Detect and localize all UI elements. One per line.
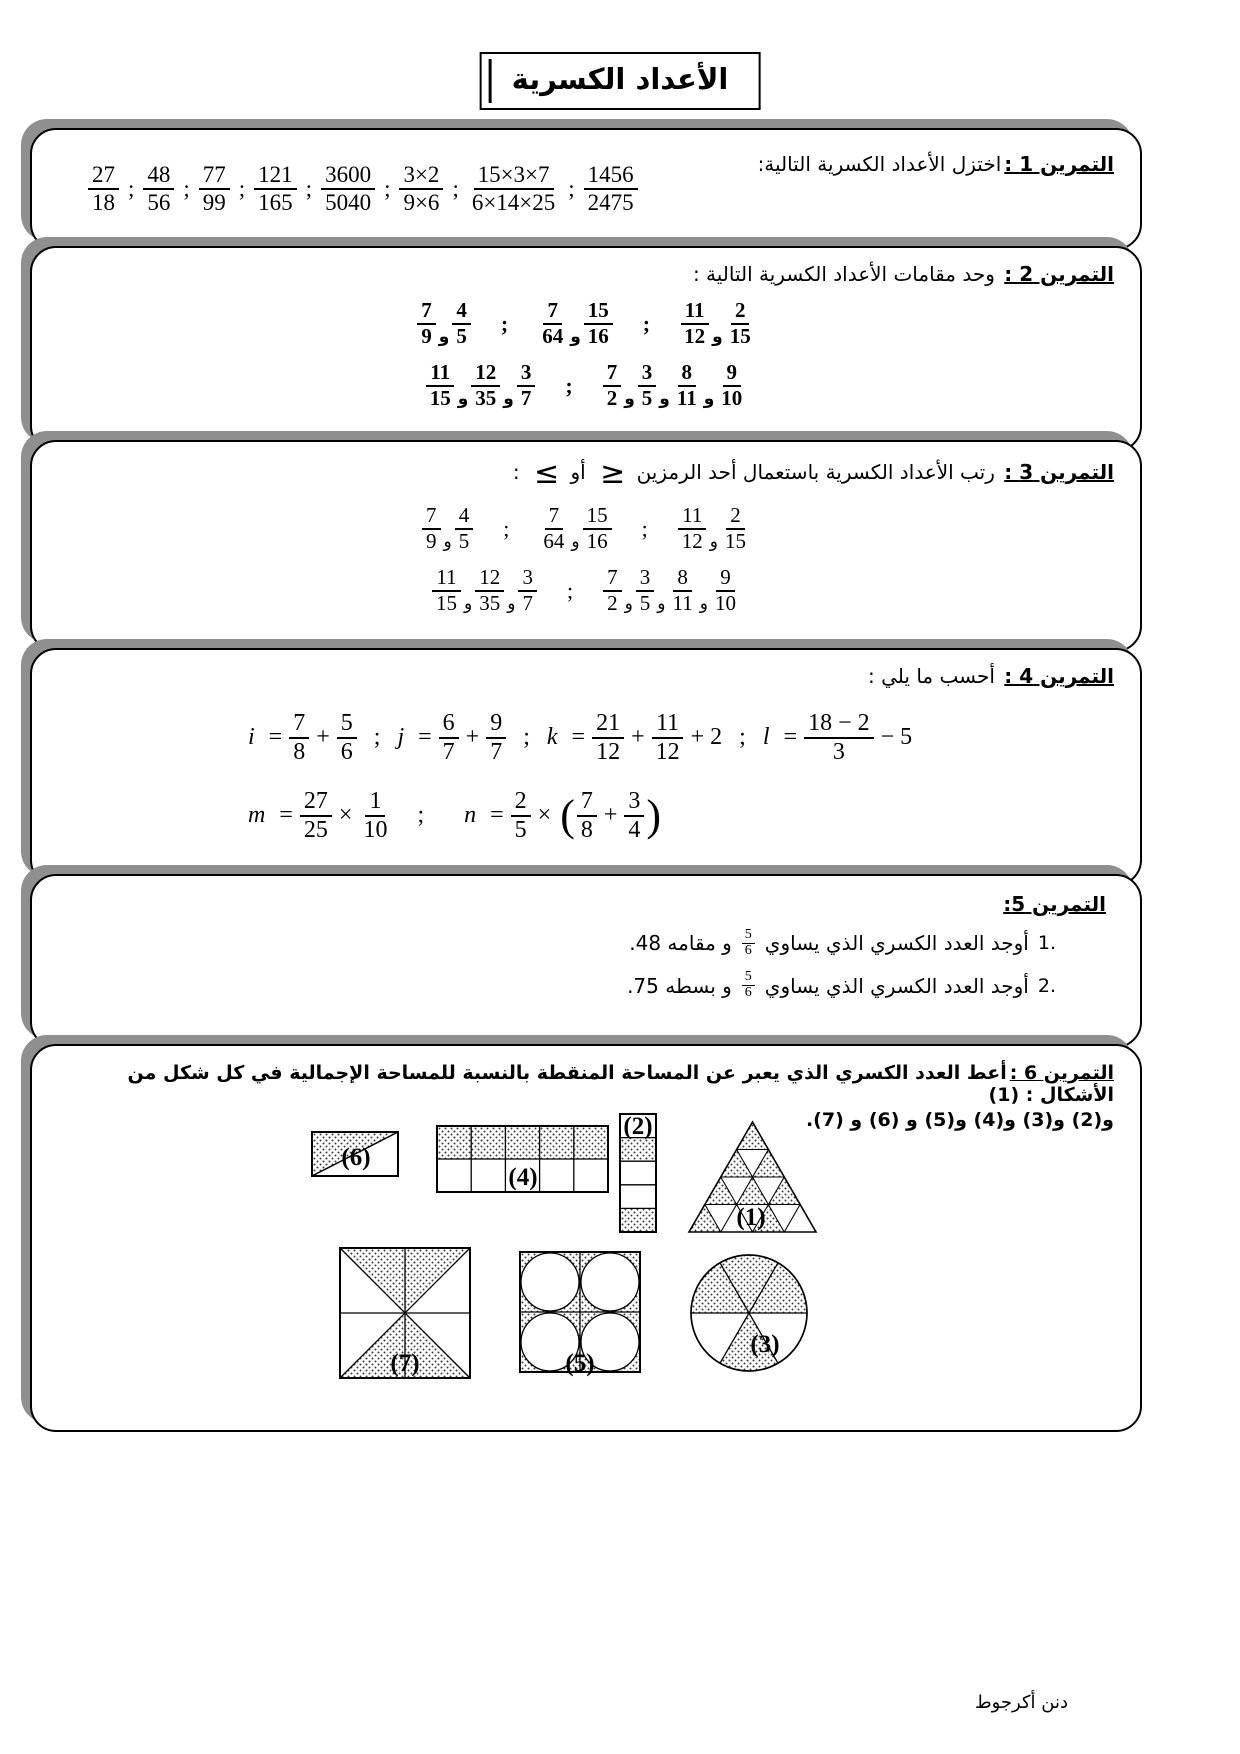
denominator: 18	[92, 190, 115, 215]
numerator: 48	[143, 162, 174, 190]
shape-3-circle-sectors	[683, 1248, 815, 1378]
fraction	[337, 710, 357, 766]
denominator: 5	[641, 385, 653, 410]
dotted-region	[689, 1205, 721, 1233]
dotted-region	[437, 1126, 608, 1159]
variable: n	[464, 802, 477, 829]
numerator: 5	[742, 928, 755, 944]
shape-1-triangle-grid	[685, 1118, 821, 1238]
exercise-4-line-1	[58, 710, 1114, 766]
denominator: 5	[639, 590, 651, 615]
separator: ;	[642, 310, 651, 336]
numerator: 12	[471, 361, 500, 387]
exercise-1-label: التمرين 1 :	[1004, 152, 1114, 176]
greater-equal-symbol: ≥	[600, 456, 626, 491]
denominator: 8	[580, 816, 593, 843]
denominator: 12	[596, 738, 621, 765]
item-text: و مقامه 48.	[629, 931, 732, 956]
denominator: 9	[421, 323, 432, 348]
shape-1-label: (1)	[736, 1204, 766, 1231]
fraction	[300, 788, 332, 844]
dotted-region	[737, 1122, 769, 1150]
denominator: 5040	[325, 190, 372, 215]
exercise-5-label: التمرين 5:	[1003, 892, 1106, 916]
fraction	[321, 162, 375, 216]
exercise-4-label: التمرين 4 :	[1004, 664, 1114, 688]
denominator: 64	[542, 323, 564, 348]
separator: ;	[565, 372, 573, 398]
separator: ;	[305, 176, 313, 201]
denominator: 12	[655, 738, 680, 765]
denominator: 7	[442, 738, 455, 765]
denominator: 6	[340, 738, 353, 765]
numerator: 11	[681, 299, 709, 325]
separator: ;	[183, 176, 190, 201]
fraction-group	[538, 299, 613, 348]
exercise-2-box	[30, 246, 1142, 452]
fraction	[254, 162, 297, 216]
numerator: 11	[432, 566, 460, 592]
exercise-3-box	[30, 440, 1142, 652]
denominator: 6	[744, 985, 752, 1001]
numerator: 5	[337, 710, 357, 739]
dotted-region	[768, 1177, 800, 1205]
fraction	[539, 504, 568, 553]
numerator: 121	[254, 162, 297, 190]
numerator: 27	[88, 162, 119, 190]
denominator: 2475	[587, 190, 634, 215]
fraction	[426, 361, 455, 410]
numerator: 11	[678, 504, 706, 530]
shape-7-square-8-triangles	[335, 1243, 475, 1383]
and-connector: و	[571, 532, 580, 553]
exercise-2-label: التمرين 2 :	[1004, 262, 1114, 286]
fraction	[584, 162, 638, 216]
shape-6-rect-with-diagonal	[310, 1130, 400, 1178]
numerator: 2	[511, 788, 531, 817]
fraction	[455, 504, 474, 553]
equals-sign: =	[268, 724, 283, 751]
separator: ;	[452, 176, 459, 201]
fraction	[717, 361, 746, 410]
colon: :	[512, 460, 520, 484]
denominator: 16	[586, 528, 608, 553]
separator: ;	[500, 310, 509, 336]
shape-6-label: (6)	[341, 1144, 371, 1171]
numerator: 7	[603, 566, 622, 592]
times-sign: ×	[537, 802, 552, 829]
numerator: 9	[486, 710, 506, 739]
item-text: أوجد العدد الكسري الذي يساوي	[764, 973, 1029, 998]
numerator: 8	[678, 361, 697, 387]
and-connector: و	[464, 594, 473, 615]
separator: ;	[503, 515, 510, 541]
exercise-6-label: التمرين 6 :	[1009, 1062, 1114, 1084]
and-connector: و	[703, 389, 715, 410]
expression-j	[397, 710, 506, 766]
numerator: 12	[475, 566, 504, 592]
plus-sign: +	[465, 724, 480, 751]
denominator: 3	[832, 738, 845, 765]
denominator: 5	[514, 816, 527, 843]
fraction	[592, 710, 624, 766]
item-number: 2.	[1037, 974, 1056, 997]
denominator: 2	[607, 590, 618, 615]
numerator: 3	[636, 566, 655, 592]
item-text: أوجد العدد الكسري الذي يساوي	[764, 931, 1029, 956]
shape-5-square-with-circles	[515, 1247, 645, 1377]
denominator: 15	[729, 323, 751, 348]
dotted-region	[737, 1177, 769, 1205]
fraction-group	[603, 361, 747, 410]
separator: ;	[568, 176, 575, 201]
denominator: 15	[429, 385, 451, 410]
numerator: 3×2	[399, 162, 443, 190]
fraction	[636, 566, 655, 615]
numerator: 11	[426, 361, 454, 387]
denominator: 2	[606, 385, 618, 410]
denominator: 12	[684, 323, 706, 348]
shape-4-rect-grid	[435, 1124, 610, 1194]
equals-sign: =	[418, 724, 432, 751]
and-connector: و	[712, 327, 723, 348]
expression-l	[763, 710, 912, 766]
numerator: 18 − 2	[804, 710, 874, 739]
expression-tail: + 2	[690, 724, 723, 751]
fraction	[624, 788, 644, 844]
shape-2-label: (2)	[623, 1113, 653, 1140]
exercise-3-label: التمرين 3 :	[1004, 460, 1114, 484]
separator: ;	[739, 724, 746, 751]
denominator: 35	[479, 590, 501, 615]
and-connector: و	[503, 389, 514, 410]
numerator: 1456	[584, 162, 638, 190]
equals-sign: =	[571, 724, 586, 751]
shape-4-label: (4)	[508, 1164, 538, 1191]
shape-3-label: (3)	[750, 1331, 780, 1358]
denominator: 4	[628, 816, 641, 843]
exercise-5-box	[30, 874, 1142, 1048]
fraction	[603, 361, 622, 410]
fraction	[439, 710, 459, 766]
fraction	[804, 710, 874, 766]
separator: ;	[641, 515, 648, 541]
and-connector: و	[659, 389, 670, 410]
equals-sign: =	[279, 802, 293, 829]
equals-sign: =	[490, 802, 504, 829]
exercise-1-heading	[758, 152, 1114, 176]
denominator: 5	[458, 528, 470, 553]
and-connector: و	[443, 532, 452, 553]
exercise-1-fractions-row	[58, 162, 758, 216]
and-connector: و	[624, 594, 633, 615]
fraction	[583, 504, 612, 553]
numerator: 21	[592, 710, 624, 739]
fraction-group	[680, 299, 755, 348]
fraction	[199, 162, 230, 216]
denominator: 6×14×25	[471, 190, 556, 215]
denominator: 7	[522, 590, 533, 615]
expression-m	[248, 788, 391, 844]
fraction	[88, 162, 119, 216]
shape-5-label: (5)	[565, 1350, 595, 1377]
denominator: 10	[363, 816, 388, 843]
fraction	[584, 299, 613, 348]
separator: ;	[128, 176, 135, 201]
denominator: 99	[202, 190, 226, 215]
variable: j	[397, 724, 405, 751]
fraction	[471, 361, 500, 410]
separator: ;	[566, 577, 574, 603]
fraction-group	[432, 566, 537, 615]
expression-k	[547, 710, 722, 766]
fraction	[399, 162, 443, 216]
numerator: 3	[517, 361, 536, 387]
fraction	[741, 928, 756, 958]
denominator: 15	[436, 590, 458, 615]
denominator: 7	[490, 738, 503, 765]
and-connector: و	[657, 594, 666, 615]
exercise-4-heading	[58, 664, 1114, 688]
numerator: 7	[577, 788, 597, 817]
separator: ;	[417, 802, 425, 829]
fraction	[517, 361, 536, 410]
or-word: أو	[570, 460, 586, 484]
exercise-1-prompt: اختزل الأعداد الكسرية التالية:	[757, 152, 1002, 176]
exercise-2-row-2	[58, 361, 1114, 410]
exercise-2-prompt: وحد مقامات الأعداد الكسرية التالية :	[692, 262, 995, 286]
numerator: 9	[716, 566, 735, 592]
page-title	[480, 52, 761, 110]
fraction	[417, 299, 436, 348]
denominator: 16	[587, 323, 609, 348]
denominator: 56	[147, 190, 171, 215]
fraction-group	[422, 504, 473, 553]
exercise-3-row-1	[58, 504, 1114, 553]
numerator: 7	[417, 299, 436, 325]
variable: k	[546, 724, 558, 751]
numerator: 7	[422, 504, 441, 530]
fraction-group	[603, 566, 740, 615]
separator: ;	[238, 176, 246, 201]
variable: i	[248, 724, 255, 751]
numerator: 3	[624, 788, 644, 817]
denominator: 5	[456, 323, 467, 348]
exercise-4-box	[30, 648, 1142, 886]
numerator: 77	[199, 162, 230, 190]
denominator: 6	[744, 942, 752, 958]
fraction-group	[417, 299, 471, 348]
fraction-group	[426, 361, 536, 410]
denominator: 9	[426, 528, 437, 553]
numerator: 3	[638, 361, 657, 387]
plus-sign: +	[631, 724, 645, 751]
numerator: 9	[723, 361, 742, 387]
fraction	[673, 361, 701, 410]
denominator: 11	[676, 385, 697, 410]
fraction	[680, 299, 709, 348]
separator: ;	[523, 724, 530, 751]
plus-sign: +	[316, 724, 330, 751]
exercise-5-heading	[58, 892, 1114, 916]
exercise-2-row-1	[58, 299, 1114, 348]
dotted-region	[721, 1150, 753, 1178]
fraction-group	[678, 504, 750, 553]
denominator: 7	[520, 385, 532, 410]
expression-i	[248, 710, 357, 766]
fraction	[475, 566, 504, 615]
plus-sign: +	[603, 802, 618, 829]
footer-author: دنن أكرجوط	[974, 1692, 1068, 1713]
denominator: 15	[724, 528, 746, 553]
numerator: 7	[603, 361, 622, 387]
exercise-3-heading	[58, 456, 1114, 491]
numerator: 5	[742, 970, 755, 986]
numerator: 15	[583, 504, 612, 530]
expression-tail: − 5	[880, 724, 913, 751]
fraction	[603, 566, 622, 615]
fraction	[452, 299, 471, 348]
expression-n: n = $\frac{2}{5}$ × ( $\frac{7}{8}$ + $\frac{3}{4}$ )	[464, 787, 662, 843]
exercise-2-heading	[58, 262, 1114, 286]
denominator: 25	[303, 816, 328, 843]
fraction	[432, 566, 461, 615]
numerator: 7	[543, 299, 562, 325]
page-title-text: الأعداد الكسرية	[511, 62, 729, 96]
fraction-group	[539, 504, 611, 553]
and-connector: و	[457, 389, 469, 410]
exercise-6-box	[30, 1044, 1142, 1432]
numerator: 15	[584, 299, 613, 325]
shape-2-vertical-strip	[618, 1112, 658, 1234]
fraction	[289, 710, 309, 766]
denominator: 11	[672, 590, 693, 615]
fraction	[359, 788, 391, 844]
fraction	[518, 566, 537, 615]
denominator: 8	[293, 738, 306, 765]
fraction	[577, 788, 597, 844]
item-text: و بسطه 75.	[627, 973, 732, 998]
and-connector: و	[570, 327, 581, 348]
exercise-6-heading	[58, 1062, 1114, 1106]
and-connector: و	[624, 389, 635, 410]
dotted-region	[705, 1177, 737, 1205]
exercise-3-prompt: رتب الأعداد الكسرية باستعمال أحد الرمزين	[636, 460, 995, 484]
and-connector: و	[438, 327, 450, 348]
and-connector: و	[709, 532, 718, 553]
dotted-region	[620, 1138, 656, 1162]
numerator: 6	[439, 710, 459, 739]
fraction	[652, 710, 684, 766]
denominator: 10	[721, 385, 743, 410]
variable: m	[248, 802, 266, 829]
numerator: 27	[300, 788, 332, 817]
and-connector: و	[699, 594, 708, 615]
separator: ;	[373, 724, 381, 751]
fraction	[538, 299, 567, 348]
exercise-4-line-2	[58, 788, 1114, 844]
fraction	[711, 566, 740, 615]
numerator: 7	[289, 710, 309, 739]
fraction	[721, 504, 750, 553]
denominator: 10	[714, 590, 736, 615]
exercise-6-prompt-line-1: أعط العدد الكسري الذي يعبر عن المساحة المنقطة بالنسبة للمساحة الإجمالية في كل شكل من الأشكال : (1)	[127, 1062, 1114, 1106]
numerator: 3	[518, 566, 537, 592]
less-equal-symbol: ≤	[534, 456, 560, 491]
numerator: 11	[652, 710, 683, 739]
numerator: 4	[452, 299, 471, 325]
denominator: 9×6	[403, 190, 440, 215]
equals-sign: =	[783, 724, 798, 751]
numerator: 7	[545, 504, 564, 530]
separator: ;	[384, 176, 391, 201]
fraction	[669, 566, 697, 615]
fraction	[468, 162, 559, 216]
exercise-4-prompt: أحسب ما يلي :	[868, 664, 995, 688]
shape-7-label: (7)	[390, 1350, 420, 1377]
dotted-region	[620, 1208, 656, 1232]
exercise-3-row-2	[58, 566, 1114, 615]
fraction	[422, 504, 441, 553]
times-sign: ×	[338, 802, 353, 829]
numerator: 2	[731, 299, 750, 325]
denominator: 165	[258, 190, 293, 215]
fraction	[726, 299, 755, 348]
exercise-5-item-1	[58, 928, 1114, 958]
numerator: 8	[673, 566, 692, 592]
denominator: 35	[475, 385, 497, 410]
denominator: 12	[681, 528, 703, 553]
numerator: 15×3×7	[474, 162, 554, 190]
numerator: 4	[455, 504, 474, 530]
fraction	[741, 970, 756, 1000]
numerator: 3600	[321, 162, 375, 190]
exercise-6-prompt-line-2: و(2) و(3) و(4) و(5) و (6) و (7).	[805, 1109, 1114, 1131]
and-connector: و	[507, 594, 516, 615]
denominator: 64	[543, 528, 565, 553]
numerator: 1	[365, 788, 385, 817]
fraction	[143, 162, 174, 216]
fraction	[638, 361, 657, 410]
fraction	[486, 710, 506, 766]
dotted-region	[753, 1150, 785, 1178]
exercise-5-item-2	[58, 970, 1114, 1000]
variable: l	[762, 724, 770, 751]
fraction	[511, 788, 531, 844]
exercise-1-box	[30, 128, 1142, 250]
fraction	[678, 504, 707, 553]
item-number: 1.	[1037, 932, 1056, 955]
numerator: 2	[726, 504, 745, 530]
